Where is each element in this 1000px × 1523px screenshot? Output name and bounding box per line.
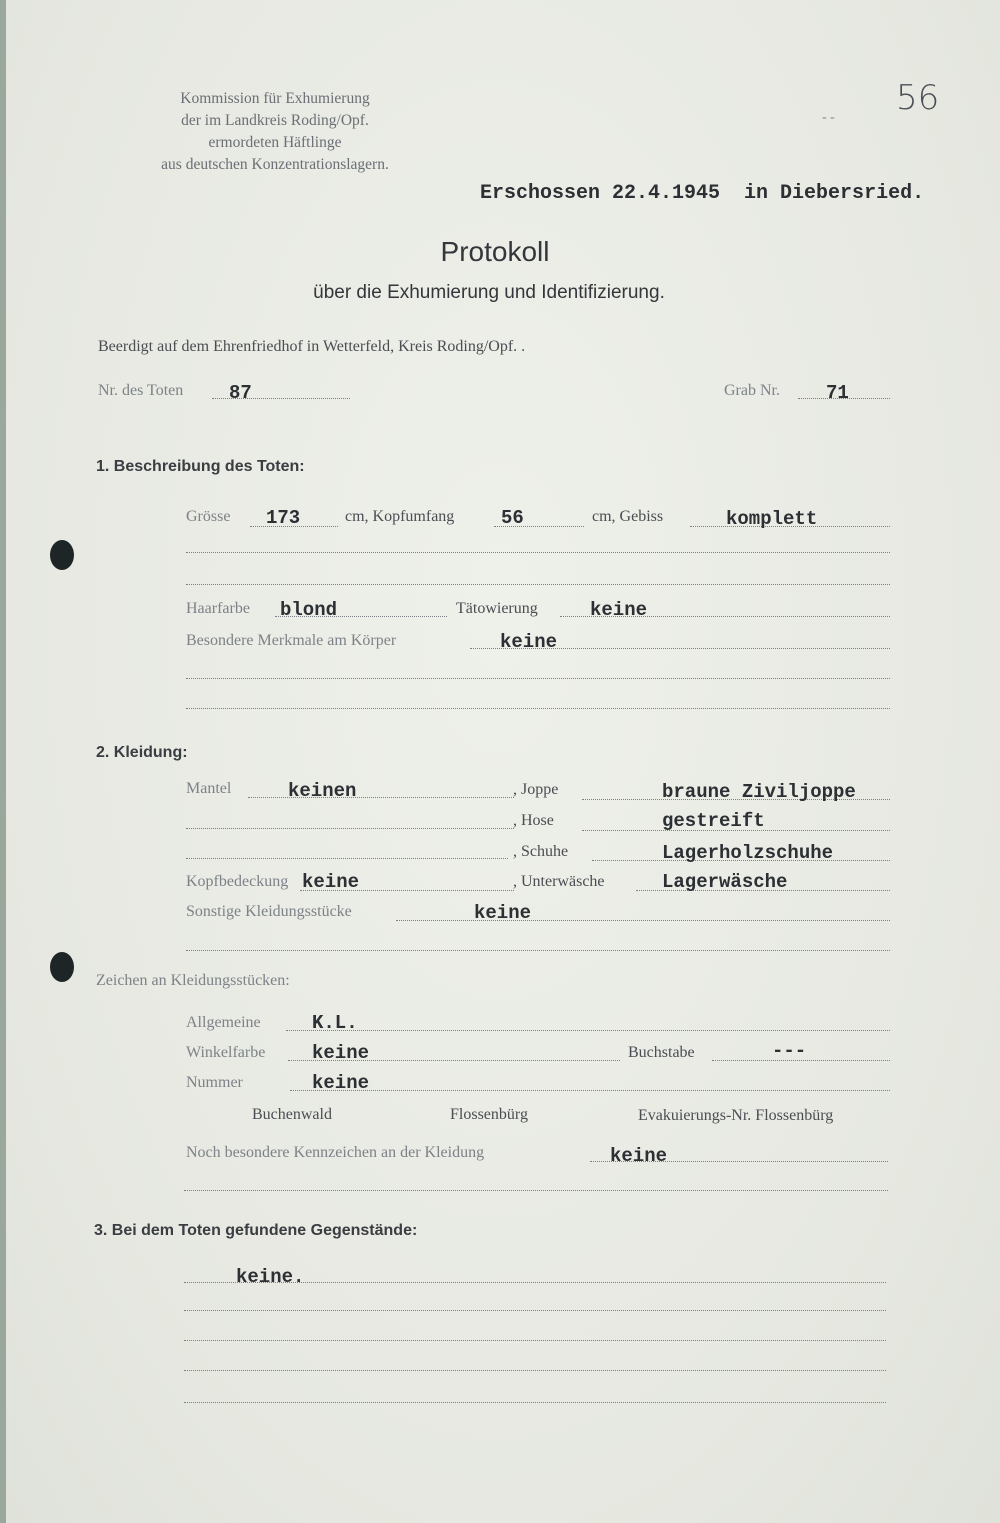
head-value: 56 [501, 507, 524, 529]
jacket-label: , Joppe [513, 781, 559, 798]
dash-mark: - - [822, 110, 835, 125]
items-line-3 [184, 1340, 886, 1341]
items-line-4 [184, 1370, 886, 1371]
underwear-label: , Unterwäsche [513, 873, 605, 890]
height-value: 173 [266, 507, 301, 529]
blank-line-2 [186, 584, 890, 585]
punch-hole-top [50, 540, 74, 570]
page-subtitle: über die Exhumierung und Identifizierung. [313, 282, 665, 303]
marks-heading: Zeichen an Kleidungsstücken: [96, 972, 290, 989]
execution-note: Erschossen 22.4.1945 in Diebersried. [480, 182, 925, 205]
tattoo-value: keine [590, 599, 648, 621]
shoes-label: , Schuhe [513, 843, 569, 860]
letter-label: Buchstabe [628, 1044, 695, 1061]
camp-buchenwald-label: Buchenwald [252, 1106, 332, 1123]
general-mark-field [286, 1030, 890, 1031]
marks-label: Besondere Merkmale am Körper [186, 632, 397, 649]
section-3-heading: 3. Bei dem Toten gefundene Gegenstände: [94, 1222, 418, 1239]
org-line-1: Kommission für Exhumierung [180, 90, 370, 107]
blank-clothing-line-3 [186, 950, 890, 951]
blank-line-4 [186, 708, 890, 709]
evacuation-number-label: Evakuierungs-Nr. Flossenbürg [638, 1107, 834, 1124]
number-value: keine [312, 1072, 370, 1094]
section-1-heading: 1. Beschreibung des Toten: [96, 458, 305, 475]
jacket-value: braune Ziviljoppe [662, 781, 856, 803]
blank-marks-line [184, 1190, 888, 1191]
headwear-label: Kopfbedeckung [186, 873, 289, 890]
dead-number-value: 87 [229, 382, 252, 404]
items-line-2 [184, 1310, 886, 1311]
head-unit-label: cm, Gebiss [592, 508, 664, 525]
org-line-4: aus deutschen Konzentrationslagern. [161, 156, 389, 173]
marks-value: keine [500, 631, 558, 653]
other-clothing-field [396, 920, 890, 921]
grave-number-value: 71 [826, 382, 849, 404]
general-mark-value: K.L. [312, 1012, 358, 1034]
dead-number-label: Nr. des Toten [98, 382, 184, 399]
special-marks-value: keine [610, 1145, 668, 1167]
grave-number-label: Grab Nr. [724, 382, 780, 399]
underwear-value: Lagerwäsche [662, 871, 788, 893]
blank-line-1 [186, 552, 890, 553]
blank-line-3 [186, 678, 890, 679]
other-clothing-value: keine [474, 902, 532, 924]
org-line-3: ermordeten Häftlinge [208, 134, 342, 151]
teeth-value: komplett [726, 508, 818, 530]
number-label: Nummer [186, 1074, 243, 1091]
blank-clothing-line-1 [186, 828, 514, 829]
height-label: Grösse [186, 508, 231, 525]
punch-hole-bottom [50, 952, 74, 982]
height-unit-label: cm, Kopfumfang [345, 508, 455, 525]
letter-value: --- [772, 1040, 807, 1062]
page-number: 56 [896, 78, 940, 118]
blank-clothing-line-2 [186, 858, 508, 859]
burial-line: Beerdigt auf dem Ehrenfriedhof in Wetterfeld, Kreis Roding/Opf. . [98, 338, 526, 355]
triangle-colour-label: Winkelfarbe [186, 1044, 266, 1061]
trousers-label: , Hose [513, 812, 554, 829]
general-mark-label: Allgemeine [186, 1014, 261, 1031]
hair-value: blond [280, 599, 338, 621]
shoes-value: Lagerholzschuhe [662, 842, 834, 864]
page-title: Protokoll [440, 236, 550, 267]
headwear-value: keine [302, 871, 360, 893]
items-line-5 [184, 1402, 886, 1403]
items-value: keine. [236, 1266, 305, 1288]
hair-label: Haarfarbe [186, 600, 250, 617]
org-line-2: der im Landkreis Roding/Opf. [181, 112, 369, 129]
triangle-colour-value: keine [312, 1042, 370, 1064]
other-clothing-label: Sonstige Kleidungsstücke [186, 903, 352, 920]
number-field [290, 1090, 890, 1091]
trousers-value: gestreift [662, 810, 765, 832]
tattoo-label: Tätowierung [456, 600, 538, 617]
coat-value: keinen [288, 780, 357, 802]
coat-label: Mantel [186, 780, 232, 797]
camp-flossenburg-label: Flossenbürg [450, 1106, 528, 1123]
special-marks-label: Noch besondere Kennzeichen an der Kleidung [186, 1144, 485, 1161]
section-2-heading: 2. Kleidung: [96, 744, 188, 761]
organization-block [110, 88, 440, 176]
scan-edge [0, 0, 6, 1523]
